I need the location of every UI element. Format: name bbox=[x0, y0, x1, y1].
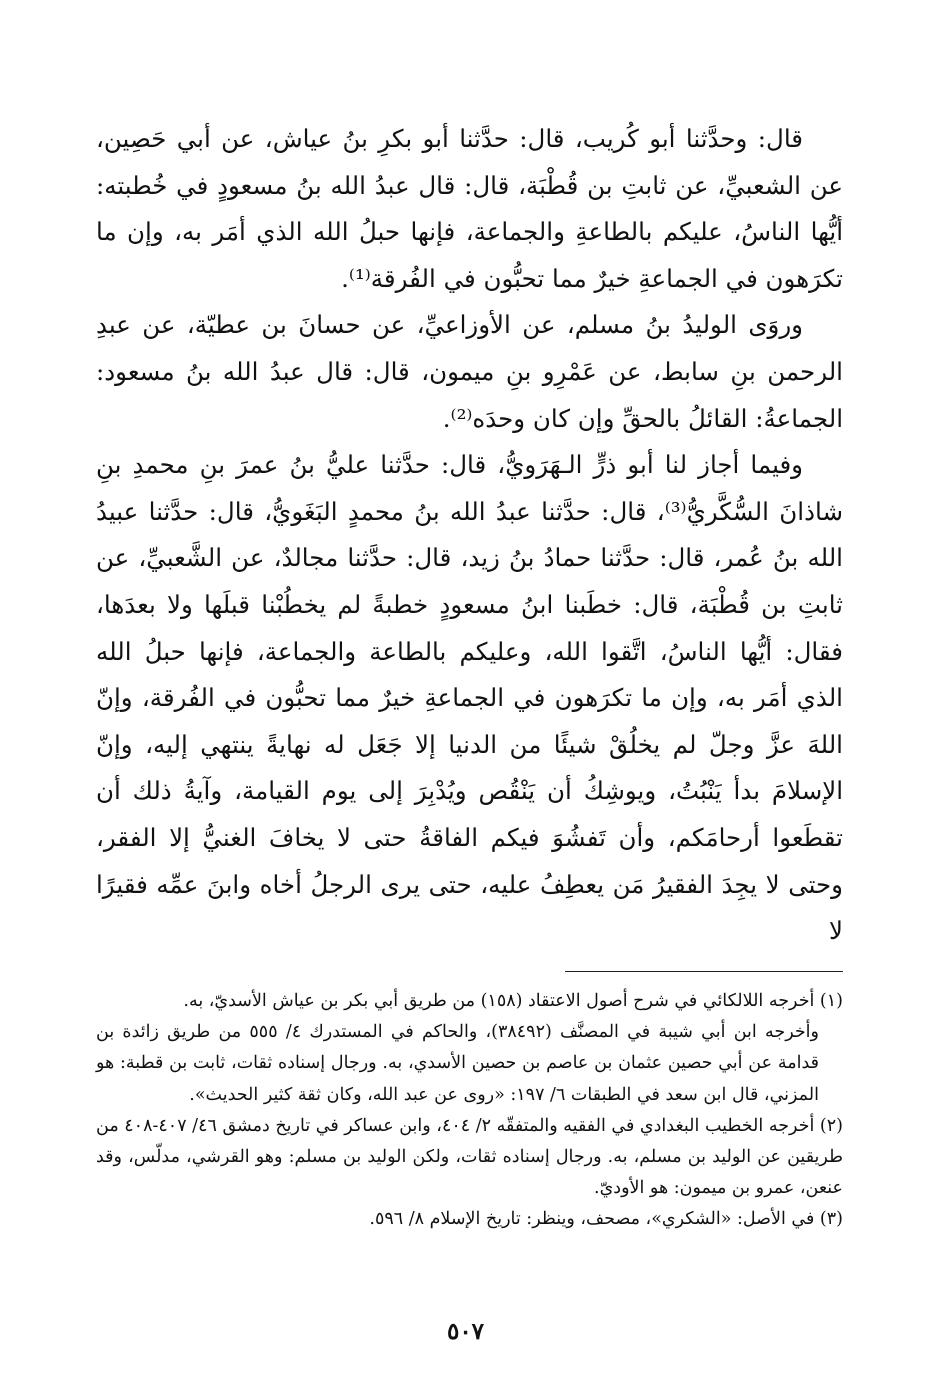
footnote-separator bbox=[565, 971, 843, 972]
paragraph-3: وفيما أجاز لنا أبو ذرٍّ الـهَرَويُّ، قال: حدَّثنا عليُّ بنُ عمرَ بنِ محمدِ بنِ شاذانَ السُّكَّريُّ⁽³⁾، قال: حدَّثنا عبدُ الله بنُ محمدٍ البَغَويُّ، قال: حدَّثنا عبيدُ الله بنُ عُمر، قال: حدَّثنا حمادُ بنُ زيد، قال: حدَّثنا مجالدٌ، عن الشَّعبيِّ، عن ثابتِ بن قُطْبَة، قال: خطَبنا ابنُ مسعودٍ خطبةً لم يخطُبْنا قبلَها ولا بعدَها، فقال: أيُّها الناسُ، اتَّقوا الله، وعليكم بالطاعة والجماعة، فإنها حبلُ الله الذي أمَر به، وإن ما تكرَهون في الجماعةِ خيرٌ مما تحبُّون في الفُرقة، وإنّ اللهَ عزَّ وجلّ لم يخلُقْ شيئًا من الدنيا إلا جَعَل له نهايةً ينتهي إليه، وإنّ الإسلامَ بدأ يَنْبُتُ، ويوشِكُ أن يَنْقُص ويُدْبِرَ إلى يوم القيامة، وآيةُ ذلك أن تقطَعوا أرحامَكم، وأن تَفشُوَ فيكم الفاقةُ حتى لا يخافَ الغنيُّ إلا الفقر، وحتى لا يجِدَ الفقيرُ مَن يعطِفُ عليه، حتى يرى الرجلُ أخاه وابنَ عمِّه فقيرًا لا bbox=[96, 450, 843, 946]
main-text bbox=[96, 116, 843, 955]
footnote-2: (٢) أخرجه الخطيب البغدادي في الفقيه والمتفقّه ٢/ ٤٠٤، وابن عساكر في تاريخ دمشق ٤٦/ ٤٠٧-٤٠٨ من طريقين عن الوليد بن مسلم، به. ورجال إسناده ثقات، ولكن الوليد بن مسلم: وهو القرشي، مدلّس، وقد عنعن، عمرو بن ميمون: هو الأوديّ. bbox=[96, 1115, 843, 1199]
footnotes bbox=[96, 986, 843, 1236]
footnote-1-continuation: وأخرجه ابن أبي شيبة في المصنَّف (٣٨٤٩٢)، والحاكم في المستدرك ٤/ ٥٥٥ من طريق زائدة بن قدامة عن أبي حصين عثمان بن عاصم بن حصين الأسدي، به. ورجال إسناده ثقات، ثابت بن قطبة: هو المزني، قال ابن سعد في الطبقات ٦/ ١٩٧: «روى عن عبد الله، وكان ثقة كثير الحديث». bbox=[96, 1022, 819, 1105]
paragraph-1: قال: وحدَّثنا أبو كُريب، قال: حدَّثنا أبو بكرِ بنُ عياش، عن أبي حَصِين، عن الشعبيِّ، عن ثابتِ بن قُطْبَة، قال: قال عبدُ الله بنُ مسعودٍ في خُطبته: أيُّها الناسُ، عليكم بالطاعةِ والجماعة، فإنها حبلُ الله الذي أمَر به، وإن ما تكرَهون في الجماعةِ خيرٌ مما تحبُّون في الفُرقة⁽¹⁾. bbox=[96, 124, 843, 293]
paragraph-2: وروَى الوليدُ بنُ مسلم، عن الأوزاعيِّ، عن حسانَ بن عطيّة، عن عبدِ الرحمن بنِ سابط، عن عَمْرِو بنِ ميمون، قال: قال عبدُ الله بنُ مسعود: الجماعةُ: القائلُ بالحقِّ وإن كان وحدَه⁽²⁾. bbox=[96, 310, 843, 433]
footnote-1: (١) أخرجه اللالكائي في شرح أصول الاعتقاد (١٥٨) من طريق أبي بكر بن عياش الأسديّ، به. bbox=[183, 991, 843, 1011]
page-number: ٥٠٧ bbox=[446, 1318, 485, 1345]
footnote-3: (٣) في الأصل: «الشكري»، مصحف، وينظر: تاريخ الإسلام ٨/ ٥٩٦. bbox=[369, 1209, 843, 1230]
